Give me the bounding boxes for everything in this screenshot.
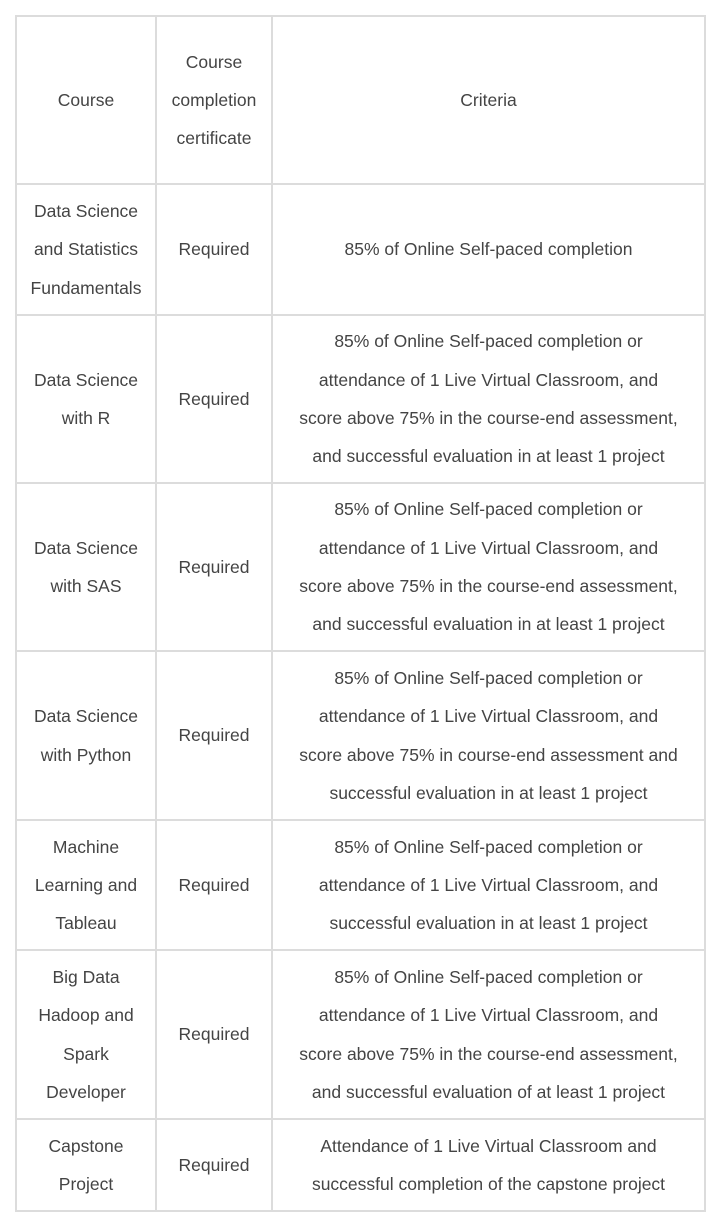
- cell-criteria: 85% of Online Self-paced completion: [272, 184, 705, 315]
- table-row: [16, 651, 705, 820]
- cell-criteria: 85% of Online Self-paced completion or attendance of 1 Live Virtual Classroom, and successful evaluation in at least 1 project: [272, 820, 705, 950]
- cell-certificate: Required: [156, 820, 272, 950]
- cell-certificate: Required: [156, 315, 272, 483]
- cell-certificate: Required: [156, 184, 272, 315]
- cell-course: Data Science with SAS: [16, 483, 156, 651]
- cell-course: Big Data Hadoop and Spark Developer: [16, 950, 156, 1119]
- table-row: [16, 950, 705, 1119]
- cell-course: Data Science with R: [16, 315, 156, 483]
- table-header-row: [16, 16, 705, 184]
- cell-criteria: 85% of Online Self-paced completion or attendance of 1 Live Virtual Classroom, and score above 75% in the course-end assessment, and successful evaluation of at least 1 project: [272, 950, 705, 1119]
- cell-course: Capstone Project: [16, 1119, 156, 1211]
- cell-course: Data Science and Statistics Fundamentals: [16, 184, 156, 315]
- cell-certificate: Required: [156, 1119, 272, 1211]
- certificate-criteria-table: [15, 15, 706, 1212]
- table-row: [16, 483, 705, 651]
- header-certificate: Course completion certificate: [156, 16, 272, 184]
- cell-certificate: Required: [156, 651, 272, 820]
- table-row: [16, 315, 705, 483]
- cell-certificate: Required: [156, 483, 272, 651]
- cell-course: Machine Learning and Tableau: [16, 820, 156, 950]
- table-row: [16, 184, 705, 315]
- header-course: Course: [16, 16, 156, 184]
- table-row: [16, 820, 705, 950]
- cell-criteria: 85% of Online Self-paced completion or attendance of 1 Live Virtual Classroom, and score above 75% in course-end assessment and successful evaluation in at least 1 project: [272, 651, 705, 820]
- header-criteria: Criteria: [272, 16, 705, 184]
- certificate-criteria-table-container: [15, 15, 704, 1212]
- cell-criteria: Attendance of 1 Live Virtual Classroom and successful completion of the capstone project: [272, 1119, 705, 1211]
- cell-criteria: 85% of Online Self-paced completion or attendance of 1 Live Virtual Classroom, and score above 75% in the course-end assessment, and successful evaluation in at least 1 project: [272, 483, 705, 651]
- cell-certificate: Required: [156, 950, 272, 1119]
- cell-criteria: 85% of Online Self-paced completion or attendance of 1 Live Virtual Classroom, and score above 75% in the course-end assessment, and successful evaluation in at least 1 project: [272, 315, 705, 483]
- table-row: [16, 1119, 705, 1211]
- cell-course: Data Science with Python: [16, 651, 156, 820]
